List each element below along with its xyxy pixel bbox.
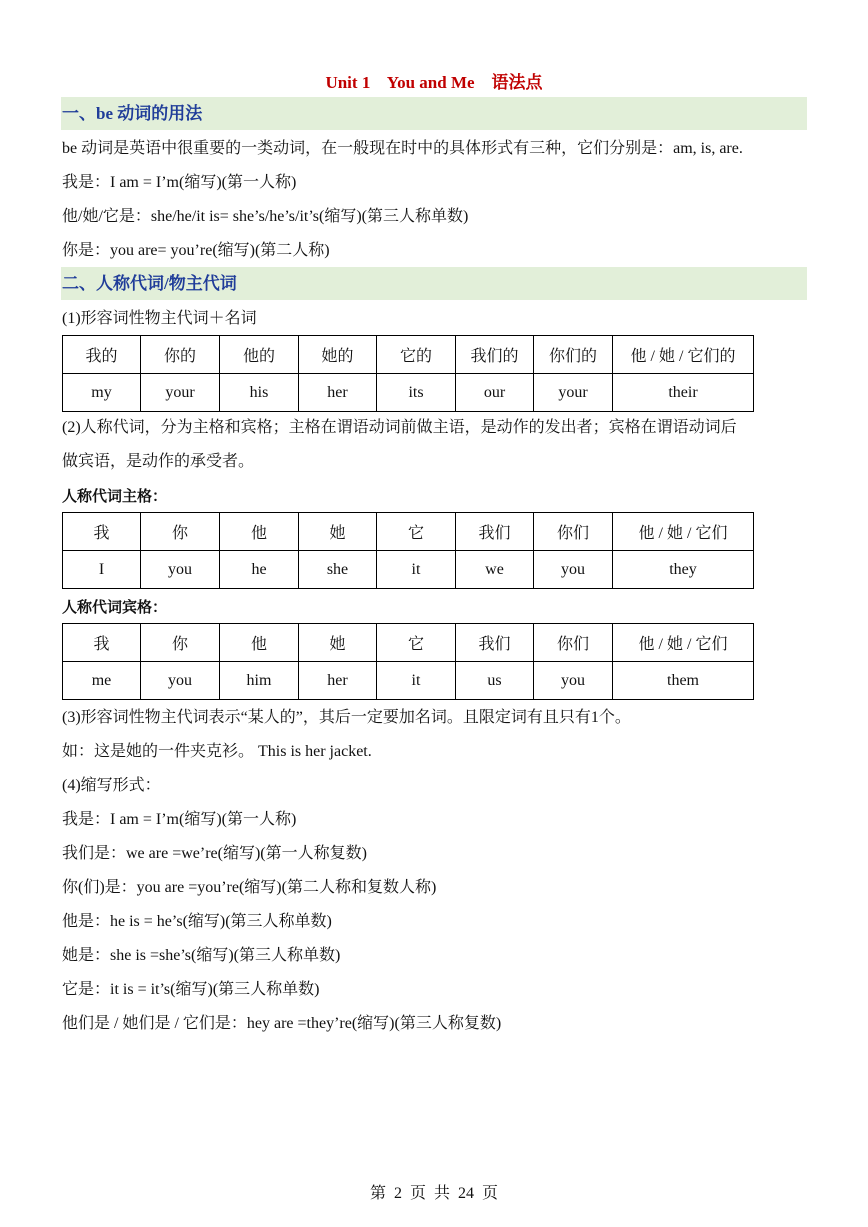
table-cell: you [141,662,220,700]
object-pronoun-heading: 人称代词宾格： [62,598,168,616]
table-cell: he [220,551,299,589]
table-cell: 他 / 她 / 它们的 [613,336,754,374]
table-cell: 他 / 她 / 它们 [613,513,754,551]
table-cell: 你们 [534,513,613,551]
table-cell: I [63,551,141,589]
table-cell: its [377,374,456,412]
table-cell: my [63,374,141,412]
table-cell: they [613,551,754,589]
table-row [63,374,754,412]
table-cell: her [299,374,377,412]
contraction-line: 她是：she is =she’s(缩写)(第三人称单数) [62,947,341,964]
table-cell: 我 [63,624,141,662]
table-cell: we [456,551,534,589]
table-cell: 他 / 她 / 它们 [613,624,754,662]
table-cell: him [220,662,299,700]
table-row [63,336,754,374]
page-footer: 第 2 页 共 24 页 [369,1185,498,1202]
table-cell: it [377,662,456,700]
table-cell: 她 [299,624,377,662]
table-cell: 她的 [299,336,377,374]
contraction-line: 他是：he is = he’s(缩写)(第三人称单数) [62,913,332,930]
object-pronoun-table [62,623,754,700]
subject-pronoun-heading: 人称代词主格： [62,487,168,505]
table-cell: 我 [63,513,141,551]
paragraph-line: (3)形容词性物主代词表示“某人的”，其后一定要加名词。且限定词有且只有1个。 [62,709,631,726]
page-title: Unit 1 You and Me 语法点 [325,73,543,92]
table-cell: 他 [220,513,299,551]
table-cell: 它 [377,513,456,551]
item-label: (4)缩写形式： [62,777,161,794]
table-cell: 你 [141,624,220,662]
table-row [63,624,754,662]
table-cell: 我们 [456,624,534,662]
table-row [63,662,754,700]
table-cell: 你 [141,513,220,551]
paragraph-line: (2)人称代词，分为主格和宾格；主格在谓语动词前做主语，是动作的发出者；宾格在谓语动词后 [62,419,737,436]
paragraph-line: 做宾语，是动作的承受者。 [62,453,255,470]
table-cell: 她 [299,513,377,551]
table-cell: 你们的 [534,336,613,374]
contraction-line: 我是：I am = I’m(缩写)(第一人称) [62,811,297,828]
table-cell: his [220,374,299,412]
table-cell: 他 [220,624,299,662]
table-cell: you [141,551,220,589]
contraction-line: 他们是 / 她们是 / 它们是：hey are =they’re(缩写)(第三人称复数) [62,1015,502,1032]
section-heading-be-verb: 一、be 动词的用法 [61,97,807,130]
paragraph-line: 我是：I am = I’m(缩写)(第一人称) [62,174,297,191]
table-cell: 你的 [141,336,220,374]
contraction-line: 它是：it is = it’s(缩写)(第三人称单数) [62,981,320,998]
table-cell: our [456,374,534,412]
table-cell: her [299,662,377,700]
table-cell: you [534,662,613,700]
section-heading-pronouns: 二、人称代词/物主代词 [61,267,807,300]
possessive-pronoun-table [62,335,754,412]
subject-pronoun-table [62,512,754,589]
table-cell: she [299,551,377,589]
table-cell: you [534,551,613,589]
table-row [63,551,754,589]
table-cell: your [141,374,220,412]
table-cell: them [613,662,754,700]
table-cell: us [456,662,534,700]
table-row [63,513,754,551]
table-cell: 它的 [377,336,456,374]
paragraph-line: 你是：you are= you’re(缩写)(第二人称) [62,242,330,259]
table-cell: 你们 [534,624,613,662]
table-cell: 它 [377,624,456,662]
paragraph-line: be 动词是英语中很重要的一类动词，在一般现在时中的具体形式有三种，它们分别是：am, is, are. [62,140,743,157]
table-cell: 他的 [220,336,299,374]
table-cell: me [63,662,141,700]
table-cell: 我的 [63,336,141,374]
table-cell: their [613,374,754,412]
contraction-line: 你(们)是：you are =you’re(缩写)(第二人称和复数人称) [62,879,437,896]
table-cell: 我们的 [456,336,534,374]
table-cell: it [377,551,456,589]
example-line: 如：这是她的一件夹克衫。 This is her jacket. [62,743,372,760]
table-cell: your [534,374,613,412]
table-cell: 我们 [456,513,534,551]
paragraph-line: 他/她/它是：she/he/it is= she’s/he’s/it’s(缩写)(第三人称单数) [62,208,469,225]
item-label: (1)形容词性物主代词＋名词 [62,310,257,327]
contraction-line: 我们是：we are =we’re(缩写)(第一人称复数) [62,845,367,862]
